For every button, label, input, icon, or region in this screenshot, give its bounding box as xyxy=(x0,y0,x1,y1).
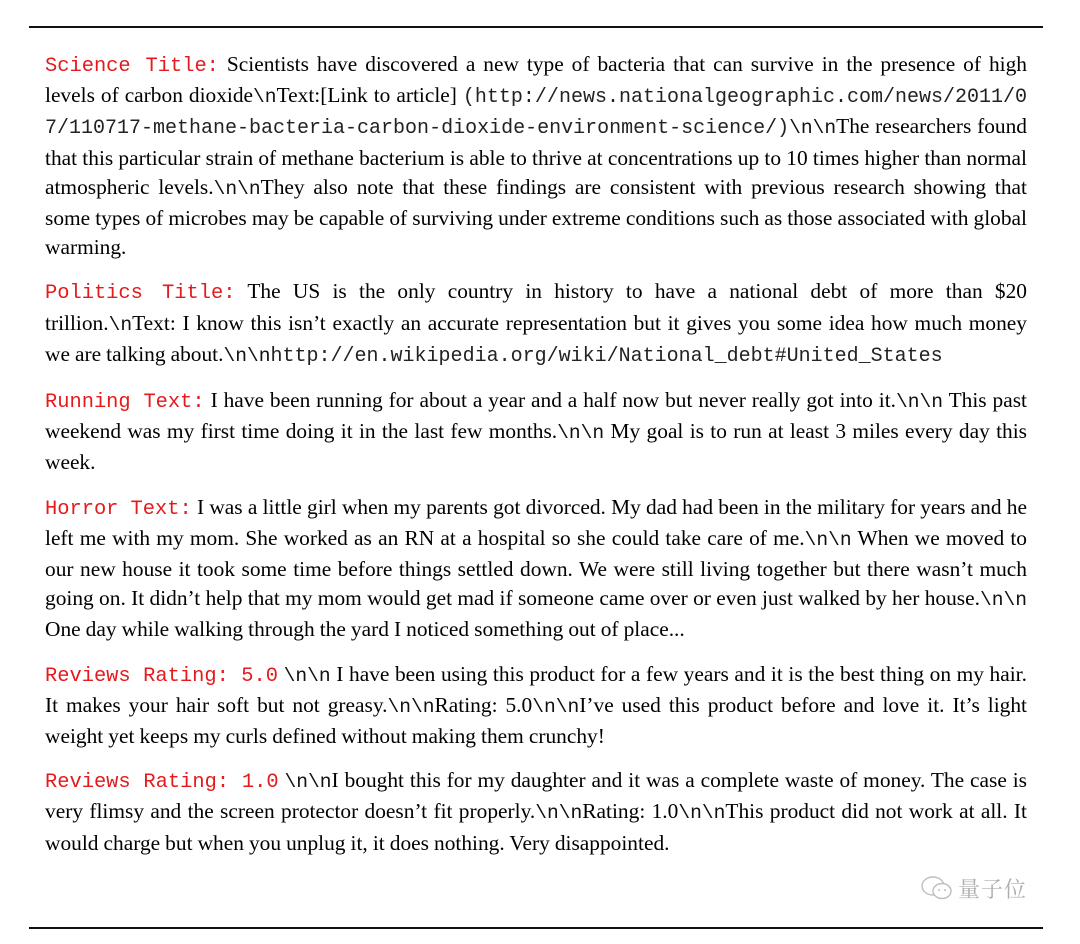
sample-label: Running Text: xyxy=(45,391,205,415)
newline-escape: \n\n xyxy=(283,664,331,687)
body-text: Scientists have discovered a new type of bacteria that can survive in the presence of high levels of carbon dioxide xyxy=(45,52,1027,108)
body-text: My goal is to run at least 3 miles every day this week. xyxy=(45,419,1027,475)
body-text: I have been running for about a year and a half now but never really got into it. xyxy=(210,388,897,413)
body-text: I bought this for my daughter and it was a complete waste of money. The case is very flimsy and the screen protector doesn’t fit properly. xyxy=(45,768,1027,824)
newline-escape: \n\n xyxy=(557,422,605,445)
top-rule xyxy=(29,26,1043,28)
sample-science xyxy=(45,50,1027,262)
body-text: This past weekend was my first time doing it in the last few months. xyxy=(45,388,1027,444)
newline-escape: \n\n xyxy=(678,802,726,825)
sample-running xyxy=(45,386,1027,478)
sample-label: Science Title: xyxy=(45,55,219,78)
body-text: The researchers found that this particular strain of methane bacterium is able to thrive at concentrations up to 10 times higher than normal atmospheric levels. xyxy=(45,114,1027,199)
body-text: I’ve used this product before and love it. It’s light weight yet keeps my curls defined without making them crunchy! xyxy=(45,692,1027,749)
newline-escape: \n\n xyxy=(284,771,332,794)
sample-label: Horror Text: xyxy=(45,497,192,521)
body-text: Rating: 5.0 xyxy=(434,692,533,717)
body-text: Rating: 1.0 xyxy=(582,799,679,824)
sample-label: Reviews Rating: 1.0 xyxy=(45,771,279,795)
body-text: Text:[Link to article] xyxy=(276,83,463,108)
sample-politics xyxy=(45,277,1027,371)
newline-escape: \n\n xyxy=(223,344,271,367)
body-text: The US is the only country in history to have a national debt of more than $20 trillion. xyxy=(45,279,1027,335)
body-text: This product did not work at all. It would charge but when you unplug it, it does nothing. Very disappointed. xyxy=(45,799,1027,855)
samples-list xyxy=(45,50,1027,873)
body-text: One day while walking through the yard I noticed something out of place... xyxy=(45,617,685,642)
newline-escape: \n\n xyxy=(804,528,852,551)
bottom-rule xyxy=(29,927,1043,929)
watermark-text: 量子位 xyxy=(958,877,1028,903)
sample-body xyxy=(45,495,1027,642)
newline-escape: \n\n xyxy=(387,695,435,718)
newline-escape: \n\n xyxy=(896,391,944,414)
newline-escape: \n\n xyxy=(213,177,261,200)
newline-escape: \n\n xyxy=(532,695,580,718)
sample-body xyxy=(45,52,1027,259)
newline-escape: \n\n xyxy=(789,117,837,140)
sample-horror xyxy=(45,493,1027,645)
newline-escape: \n\n xyxy=(979,589,1027,612)
body-text: I was a little girl when my parents got divorced. My dad had been in the military for years and he left me with my mom. She worked as an RN at a hospital so she could take care of me. xyxy=(45,494,1027,550)
watermark xyxy=(920,868,1027,908)
sample-reviews-5 xyxy=(45,660,1027,752)
newline-escape: \n xyxy=(253,86,277,109)
sample-label: Politics Title: xyxy=(45,282,236,306)
url-text: http://en.wikipedia.org/wiki/National_debt#United_States xyxy=(270,344,943,368)
sample-label: Reviews Rating: 5.0 xyxy=(45,664,279,688)
body-text: I have been using this product for a few years and it is the best thing on my hair. It makes your hair soft but not greasy. xyxy=(45,661,1027,717)
newline-escape: \n xyxy=(108,313,133,336)
wechat-icon xyxy=(920,874,954,902)
body-text: Text: I know this isn’t exactly an accurate representation but it gives you some idea how much money we are talking about. xyxy=(45,310,1027,366)
body-text: When we moved to our new house it took some time before things settled down. We were still living together but there wasn’t much going on. It didn’t help that my mom would get mad if someone came over or even just walked by her house. xyxy=(45,525,1027,611)
sample-reviews-1 xyxy=(45,766,1027,858)
body-text: They also note that these findings are consistent with previous research showing that some types of microbes may be capable of surviving under extreme conditions such as those associated with global warming. xyxy=(45,174,1027,260)
url-text: (http://news.nationalgeographic.com/news/2011/07/110717-methane-bacteria-carbon-dioxide-environment-science/) xyxy=(45,86,1028,141)
newline-escape: \n\n xyxy=(535,802,583,825)
